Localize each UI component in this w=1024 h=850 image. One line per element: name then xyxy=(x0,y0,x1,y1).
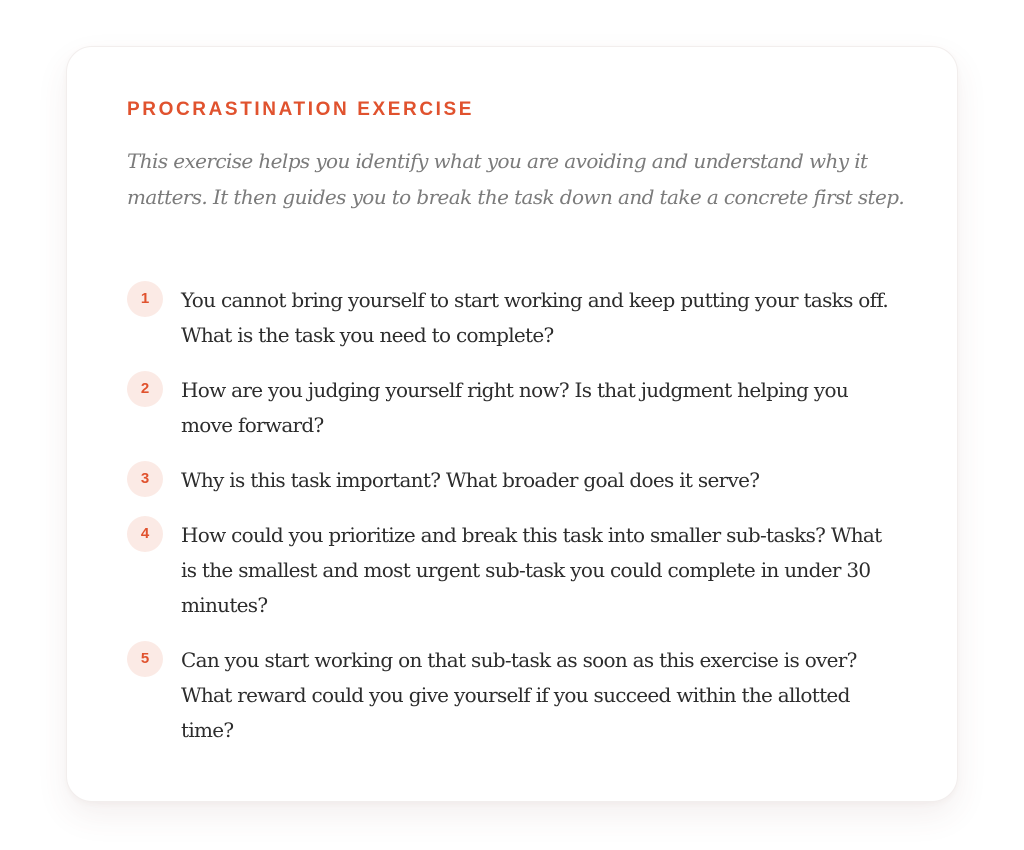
card-intro: This exercise helps you identify what you are avoiding and understand why it matters. It then guides you to break the task down and take a concrete first step. xyxy=(127,149,905,209)
step-question: Can you start working on that sub-task as soon as this exercise is over? What reward could you give yourself if you succeed within the allotted time? xyxy=(181,648,857,742)
step-number-badge: 4 xyxy=(127,516,163,552)
step-question: How are you judging yourself right now? Is that judgment helping you move forward? xyxy=(181,378,849,437)
step-question: How could you prioritize and break this task into smaller sub-tasks? What is the smallest and most urgent sub-task you could complete in under 30 minutes? xyxy=(181,523,882,617)
step-item-5 xyxy=(127,643,907,748)
step-item-1 xyxy=(127,283,907,353)
step-question: You cannot bring yourself to start working and keep putting your tasks off. What is the task you need to complete? xyxy=(181,288,889,347)
steps-list xyxy=(127,283,907,768)
exercise-card xyxy=(66,46,958,802)
step-question: Why is this task important? What broader goal does it serve? xyxy=(181,468,760,492)
step-number-badge: 2 xyxy=(127,371,163,407)
step-number-badge: 3 xyxy=(127,461,163,497)
step-item-3 xyxy=(127,463,907,498)
step-number-badge: 5 xyxy=(127,641,163,677)
step-number-badge: 1 xyxy=(127,281,163,317)
step-item-2 xyxy=(127,373,907,443)
step-item-4 xyxy=(127,518,907,623)
card-title: PROCRASTINATION EXERCISE xyxy=(127,99,475,120)
